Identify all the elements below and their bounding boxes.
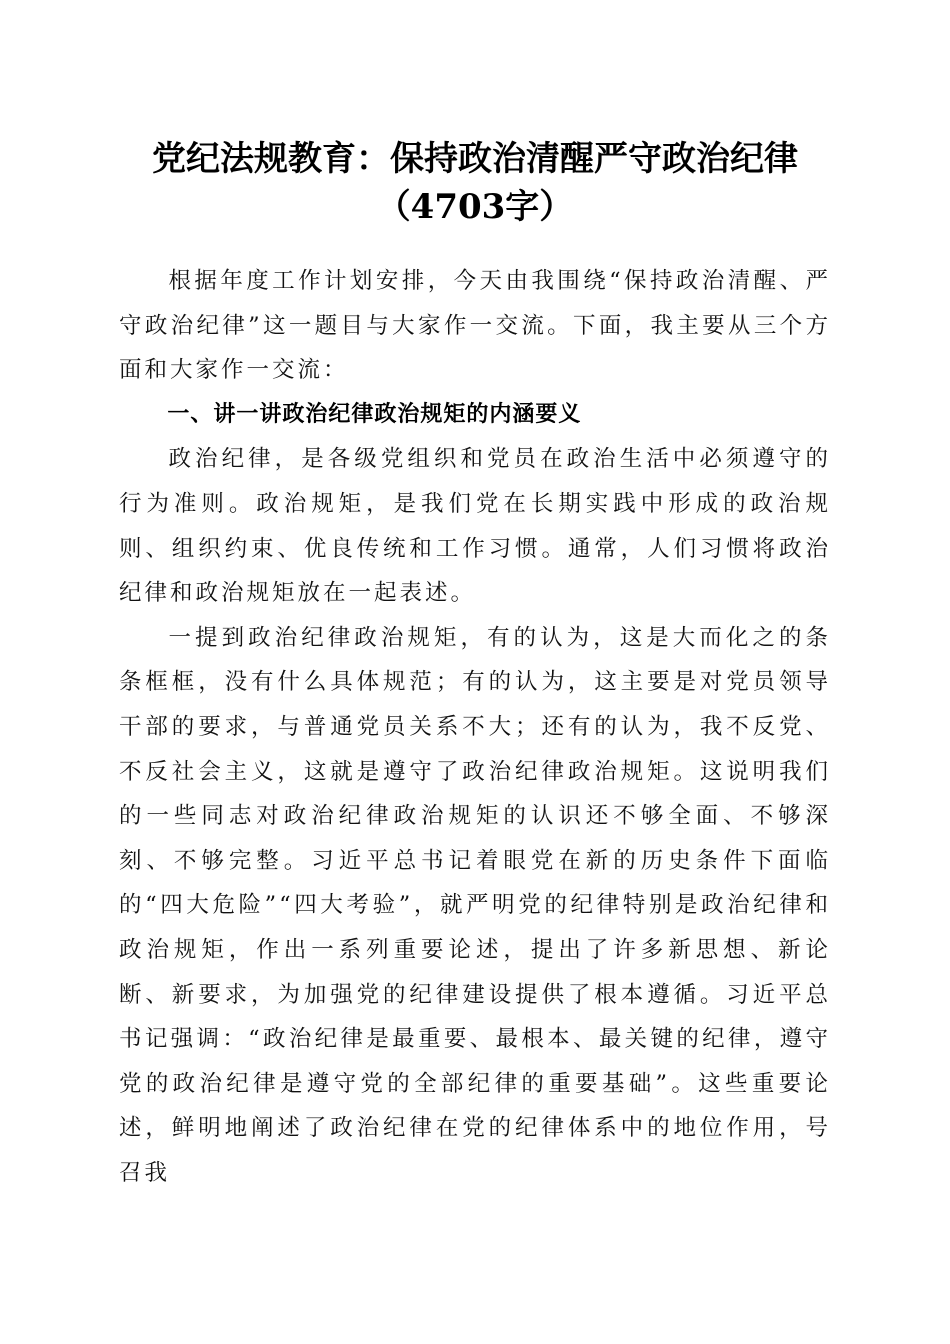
section-heading-1: 一、讲一讲政治纪律政治规矩的内涵要义: [167, 401, 582, 427]
document-title: 党纪法规教育：保持政治清醒严守政治纪律: [152, 139, 798, 179]
document-body: [119, 259, 831, 1195]
body-paragraph: 一提到政治纪律政治规矩，有的认为，这是大而化之的条条框框，没有什么具体规范；有的认为，这主要是对党员领导干部的要求，与普通党员关系不大；还有的认为，我不反党、不反社会主义，这就是遵守了政治纪律政治规矩。这说明我们的一些同志对政治纪律政治规矩的认识还不够全面、不够深刻、不够完整。习近平总书记着眼党在新的历史条件下面临的“四大危险”“四大考验”，就严明党的纪律特别是政治纪律和政治规矩，作出一系列重要论述，提出了许多新思想、新论断、新要求，为加强党的纪律建设提供了根本遵循。习近平总书记强调：“政治纪律是最重要、最根本、最关键的纪律，遵守党的政治纪律是遵守党的全部纪律的重要基础”。这些重要论述，鲜明地阐述了政治纪律在党的纪律体系中的地位作用，号召我: [119, 624, 831, 1186]
body-paragraph: 政治纪律，是各级党组织和党员在政治生活中必须遵守的行为准则。政治规矩，是我们党在长期实践中形成的政治规则、组织约束、优良传统和工作习惯。通常，人们习惯将政治纪律和政治规矩放在一起表述。: [119, 446, 831, 607]
word-count-subtitle: （4703字）: [376, 187, 574, 227]
intro-paragraph: 根据年度工作计划安排，今天由我围绕“保持政治清醒、严守政治纪律”这一题目与大家作一交流。下面，我主要从三个方面和大家作一交流：: [119, 268, 831, 384]
